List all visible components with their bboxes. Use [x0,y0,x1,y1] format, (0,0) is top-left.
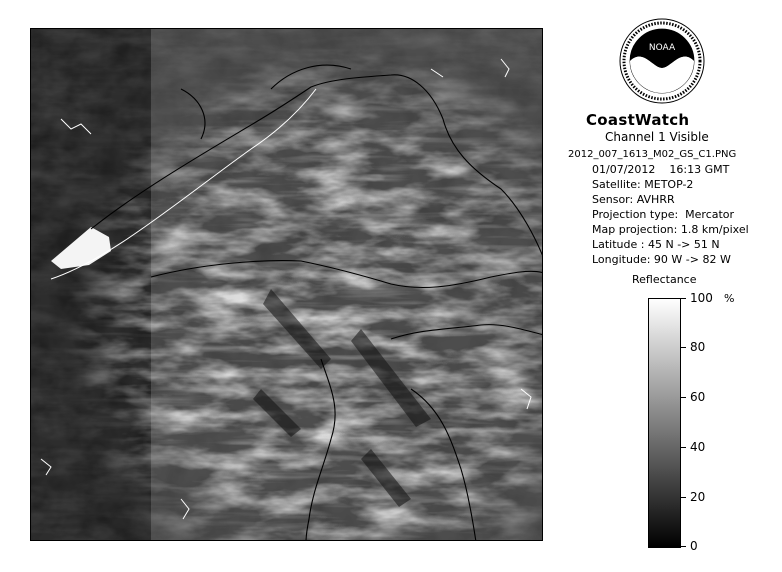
noaa-logo-text: NOAA [648,43,676,53]
colorbar-tick [681,497,686,498]
latitude-label: Latitude : 45 N -> 51 N [592,238,720,251]
colorbar-tick [681,298,686,299]
noaa-logo-icon [619,18,705,104]
datetime-label: 01/07/2012 16:13 GMT [592,163,730,176]
channel-subtitle: Channel 1 Visible [605,130,709,144]
map-projection-label: Map projection: 1.8 km/pixel [592,223,749,236]
satellite-image [31,29,543,541]
colorbar-label-100: 100 [690,291,713,305]
noaa-logo [619,18,705,104]
colorbar-tick [681,447,686,448]
projection-type-label: Projection type: Mercator [592,208,735,221]
colorbar-tick [681,546,686,547]
reflectance-colorbar [648,298,681,548]
filename-label: 2012_007_1613_M02_GS_C1.PNG [568,149,737,160]
product-title: CoastWatch [586,111,690,129]
colorbar-tick [681,347,686,348]
colorbar-tick [681,397,686,398]
legend-title: Reflectance [632,273,697,286]
longitude-label: Longitude: 90 W -> 82 W [592,253,731,266]
colorbar-label-80: 80 [690,340,706,354]
legend-unit: % [724,292,735,305]
sensor-label: Sensor: AVHRR [592,193,675,206]
satellite-label: Satellite: METOP-2 [592,178,694,191]
colorbar-label-20: 20 [690,490,706,504]
colorbar-label-0: 0 [690,539,698,553]
colorbar-label-40: 40 [690,440,706,454]
colorbar-label-60: 60 [690,390,706,404]
satellite-image-panel [30,28,543,541]
